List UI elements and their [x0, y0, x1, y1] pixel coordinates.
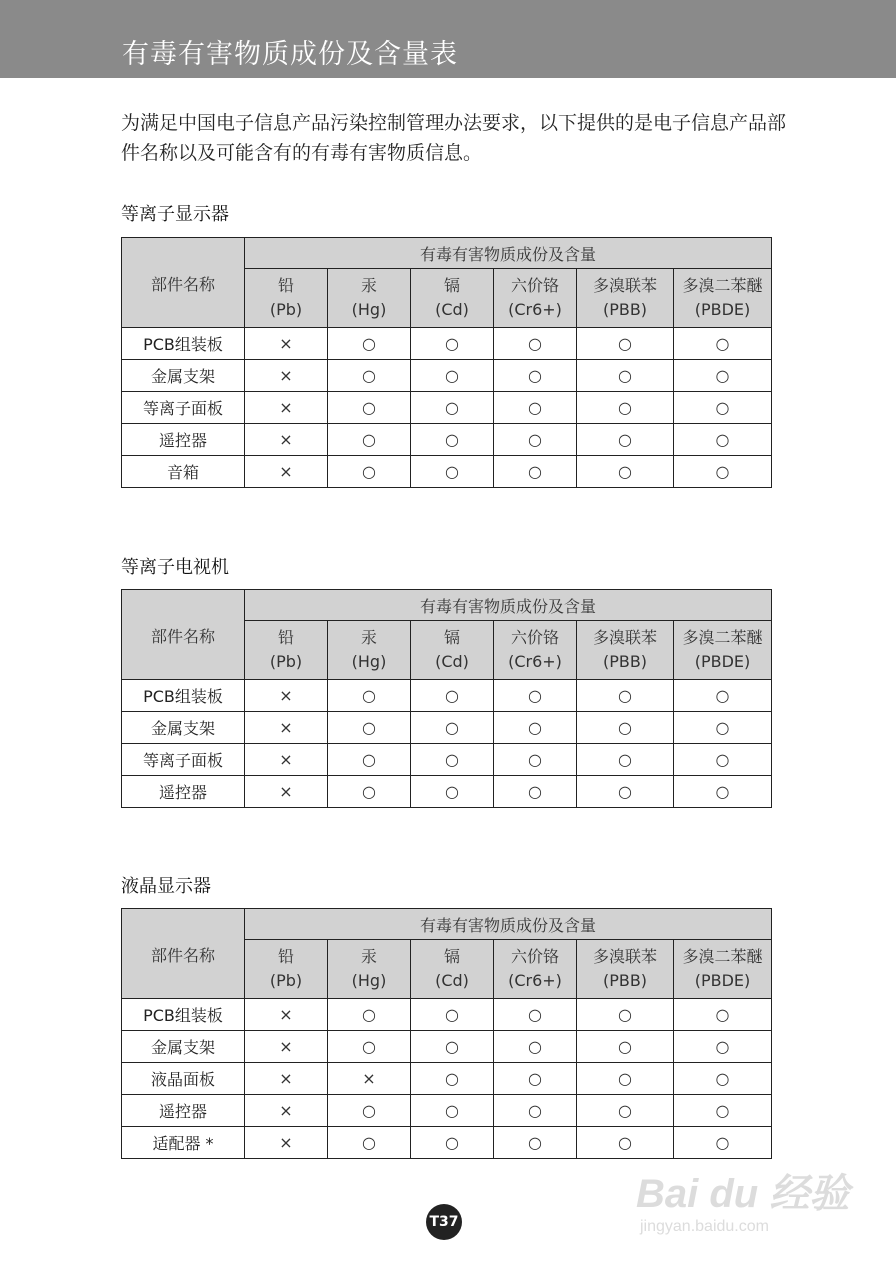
substance-mark: ○	[528, 366, 542, 385]
substance-header	[328, 269, 411, 328]
substance-name: 镉	[443, 276, 460, 295]
substance-mark-cell	[674, 744, 772, 776]
substance-mark: ×	[279, 430, 293, 449]
substance-header	[411, 940, 494, 999]
substance-mark: ×	[279, 1133, 293, 1152]
substance-mark: ○	[445, 718, 459, 737]
section-title: 等离子显示器	[121, 204, 229, 225]
substance-mark: ×	[279, 462, 293, 481]
page-title: 有毒有害物质成份及含量表	[122, 39, 458, 70]
substance-mark-cell	[411, 712, 494, 744]
substance-mark-cell	[674, 1095, 772, 1127]
substance-mark: ○	[362, 366, 376, 385]
substance-mark-cell	[577, 1063, 674, 1095]
substance-group-header: 有毒有害物质成份及含量	[245, 909, 772, 940]
substance-mark: ×	[279, 750, 293, 769]
substance-mark: ×	[279, 718, 293, 737]
substance-mark: ○	[362, 718, 376, 737]
substance-mark: ○	[715, 1005, 730, 1024]
substance-mark-cell	[245, 392, 328, 424]
substance-header	[245, 621, 328, 680]
substance-mark: ○	[445, 462, 459, 481]
substance-mark-cell	[577, 712, 674, 744]
substance-mark: ×	[279, 1037, 293, 1056]
substance-name: 镉	[443, 628, 460, 647]
substance-mark-cell	[245, 680, 328, 712]
substance-mark-cell	[674, 456, 772, 488]
substance-header	[674, 940, 772, 999]
substance-mark: ○	[715, 366, 730, 385]
substance-mark-cell	[577, 456, 674, 488]
substance-group-header: 有毒有害物质成份及含量	[245, 238, 772, 269]
substance-name: 多溴联苯	[592, 947, 657, 966]
substance-mark-cell	[494, 328, 577, 360]
substance-mark-cell	[411, 456, 494, 488]
substance-mark: ○	[445, 1037, 459, 1056]
substance-mark-cell	[674, 1063, 772, 1095]
substance-mark-cell	[494, 744, 577, 776]
substance-name: 六价铬	[510, 276, 559, 295]
table-row	[122, 712, 772, 744]
substance-mark: ○	[528, 1037, 542, 1056]
substance-mark: ○	[362, 398, 376, 417]
substance-mark: ○	[618, 398, 632, 417]
part-name-cell: PCB组装板	[122, 328, 245, 360]
substance-name: 铅	[277, 947, 294, 966]
substance-mark: ○	[618, 1069, 632, 1088]
substance-table	[121, 589, 772, 808]
substance-mark-cell	[494, 680, 577, 712]
substance-mark-cell	[328, 1127, 411, 1159]
substance-mark-cell	[245, 1063, 328, 1095]
substance-mark: ○	[528, 750, 542, 769]
substance-symbol: (Cd)	[435, 971, 469, 990]
substance-header	[577, 621, 674, 680]
table-row	[122, 328, 772, 360]
substance-symbol: (PBDE)	[694, 971, 751, 990]
substance-symbol: (Pb)	[269, 300, 303, 319]
substance-mark: ○	[618, 750, 632, 769]
substance-header	[674, 269, 772, 328]
substance-mark-cell	[674, 360, 772, 392]
substance-mark-cell	[328, 999, 411, 1031]
substance-mark-cell	[674, 776, 772, 808]
substance-mark: ○	[528, 430, 542, 449]
substance-mark: ○	[715, 398, 730, 417]
substance-header	[494, 940, 577, 999]
substance-name: 汞	[360, 276, 377, 295]
substance-mark-cell	[411, 1063, 494, 1095]
baidu-watermark-url: jingyan.baidu.com	[640, 1218, 769, 1235]
substance-symbol: (PBB)	[602, 971, 648, 990]
substance-name: 多溴联苯	[592, 628, 657, 647]
substance-mark-cell	[577, 744, 674, 776]
substance-name: 铅	[277, 628, 294, 647]
substance-mark: ○	[362, 750, 376, 769]
table-row	[122, 1127, 772, 1159]
substance-mark: ○	[362, 462, 376, 481]
part-name-cell: 金属支架	[122, 712, 245, 744]
substance-mark-cell	[328, 392, 411, 424]
substance-mark-cell	[494, 392, 577, 424]
substance-mark-cell	[577, 392, 674, 424]
substance-mark: ○	[528, 1069, 542, 1088]
substance-name: 六价铬	[510, 628, 559, 647]
substance-group-header: 有毒有害物质成份及含量	[245, 590, 772, 621]
substance-mark: ○	[362, 334, 376, 353]
header-bar	[0, 0, 896, 78]
part-name-cell: 遥控器	[122, 424, 245, 456]
substance-header	[577, 269, 674, 328]
substance-name: 多溴二苯醚	[682, 628, 763, 647]
substance-mark-cell	[245, 1127, 328, 1159]
substance-mark: ○	[362, 686, 376, 705]
substance-mark: ○	[715, 1133, 730, 1152]
table-row	[122, 999, 772, 1031]
substance-mark-cell	[674, 1031, 772, 1063]
substance-mark-cell	[494, 712, 577, 744]
substance-header	[494, 621, 577, 680]
substance-header	[328, 940, 411, 999]
substance-mark-cell	[674, 680, 772, 712]
substance-mark-cell	[577, 999, 674, 1031]
part-name-header: 部件名称	[122, 590, 245, 680]
substance-mark-cell	[328, 456, 411, 488]
substance-mark: ○	[445, 334, 459, 353]
substance-mark: ○	[618, 686, 632, 705]
part-name-cell: 音箱	[122, 456, 245, 488]
substance-mark-cell	[674, 999, 772, 1031]
substance-mark-cell	[411, 328, 494, 360]
table-row	[122, 1031, 772, 1063]
substance-symbol: (Cd)	[435, 652, 469, 671]
substance-mark-cell	[245, 456, 328, 488]
substance-mark: ○	[528, 718, 542, 737]
part-name-header: 部件名称	[122, 909, 245, 999]
substance-mark-cell	[494, 776, 577, 808]
substance-mark: ×	[279, 686, 293, 705]
substance-mark: ○	[445, 398, 459, 417]
substance-mark-cell	[494, 360, 577, 392]
substance-header	[411, 621, 494, 680]
substance-mark-cell	[245, 744, 328, 776]
substance-mark: ○	[445, 782, 459, 801]
substance-mark-cell	[577, 1031, 674, 1063]
substance-mark: ○	[528, 1133, 542, 1152]
substance-mark: ○	[528, 462, 542, 481]
substance-mark-cell	[245, 776, 328, 808]
substance-symbol: (PBDE)	[694, 300, 751, 319]
substance-mark-cell	[577, 328, 674, 360]
substance-mark-cell	[245, 424, 328, 456]
substance-symbol: (Hg)	[351, 300, 387, 319]
substance-mark-cell	[577, 776, 674, 808]
substance-header	[674, 621, 772, 680]
substance-mark-cell	[411, 776, 494, 808]
substance-header	[577, 940, 674, 999]
substance-mark-cell	[411, 1095, 494, 1127]
baidu-watermark-logo: Bai du 经验	[636, 1172, 850, 1216]
substance-mark-cell	[328, 1095, 411, 1127]
substance-mark: ○	[528, 686, 542, 705]
substance-mark-cell	[411, 680, 494, 712]
substance-symbol: (PBB)	[602, 652, 648, 671]
substance-header	[494, 269, 577, 328]
substance-mark-cell	[328, 1063, 411, 1095]
part-name-header: 部件名称	[122, 238, 245, 328]
part-name-cell: 液晶面板	[122, 1063, 245, 1095]
substance-mark: ○	[715, 430, 730, 449]
substance-mark: ×	[279, 1101, 293, 1120]
substance-mark: ○	[445, 1069, 459, 1088]
substance-mark-cell	[411, 744, 494, 776]
substance-mark: ×	[279, 398, 293, 417]
substance-mark-cell	[245, 712, 328, 744]
substance-symbol: (Pb)	[269, 971, 303, 990]
part-name-cell: 金属支架	[122, 360, 245, 392]
substance-mark: ×	[279, 1005, 293, 1024]
substance-mark: ○	[362, 1101, 376, 1120]
substance-mark: ○	[362, 1037, 376, 1056]
substance-mark-cell	[674, 392, 772, 424]
table-row	[122, 744, 772, 776]
substance-mark: ○	[618, 366, 632, 385]
substance-mark: ○	[362, 430, 376, 449]
intro-paragraph: 为满足中国电子信息产品污染控制管理办法要求，以下提供的是电子信息产品部件名称以及可能含有的有毒有害物质信息。	[121, 112, 787, 164]
substance-name: 多溴二苯醚	[682, 276, 763, 295]
substance-mark: ○	[528, 1005, 542, 1024]
substance-mark: ○	[618, 718, 632, 737]
substance-mark: ○	[618, 782, 632, 801]
substance-mark-cell	[328, 744, 411, 776]
substance-mark: ○	[715, 718, 730, 737]
substance-mark-cell	[674, 424, 772, 456]
substance-symbol: (Cr6+)	[508, 300, 562, 319]
substance-mark-cell	[577, 360, 674, 392]
substance-mark-cell	[411, 392, 494, 424]
substance-mark: ○	[618, 334, 632, 353]
substance-mark: ○	[528, 334, 542, 353]
part-name-cell: PCB组装板	[122, 680, 245, 712]
table-row	[122, 776, 772, 808]
table-row	[122, 392, 772, 424]
substance-symbol: (Cd)	[435, 300, 469, 319]
section-title: 液晶显示器	[121, 876, 211, 897]
part-name-cell: 等离子面板	[122, 744, 245, 776]
substance-mark: ○	[618, 1037, 632, 1056]
substance-symbol: (PBB)	[602, 300, 648, 319]
substance-mark-cell	[577, 1095, 674, 1127]
substance-mark-cell	[328, 424, 411, 456]
part-name-cell: 遥控器	[122, 1095, 245, 1127]
substance-name: 汞	[360, 628, 377, 647]
substance-mark-cell	[328, 776, 411, 808]
substance-symbol: (Cr6+)	[508, 971, 562, 990]
substance-mark-cell	[245, 1095, 328, 1127]
substance-mark: ○	[715, 686, 730, 705]
table-row	[122, 424, 772, 456]
section-title: 等离子电视机	[121, 557, 229, 578]
substance-mark: ○	[528, 782, 542, 801]
page-number-badge: T37	[426, 1204, 462, 1240]
substance-mark: ○	[715, 1037, 730, 1056]
substance-mark-cell	[328, 360, 411, 392]
substance-name: 多溴二苯醚	[682, 947, 763, 966]
substance-mark-cell	[494, 424, 577, 456]
substance-mark: ○	[362, 1133, 376, 1152]
substance-mark: ○	[715, 750, 730, 769]
table-row	[122, 1095, 772, 1127]
substance-mark: ○	[715, 1069, 730, 1088]
table-row	[122, 680, 772, 712]
substance-symbol: (Hg)	[351, 652, 387, 671]
substance-mark-cell	[674, 328, 772, 360]
substance-mark: ○	[445, 1101, 459, 1120]
substance-mark: ○	[362, 1005, 376, 1024]
substance-mark-cell	[577, 1127, 674, 1159]
substance-mark-cell	[245, 360, 328, 392]
substance-mark-cell	[494, 456, 577, 488]
substance-symbol: (Pb)	[269, 652, 303, 671]
substance-mark-cell	[245, 999, 328, 1031]
substance-header	[328, 621, 411, 680]
substance-mark-cell	[494, 999, 577, 1031]
substance-mark: ○	[528, 398, 542, 417]
substance-mark: ○	[445, 366, 459, 385]
substance-mark: ○	[715, 462, 730, 481]
part-name-cell: 等离子面板	[122, 392, 245, 424]
substance-header	[245, 269, 328, 328]
part-name-cell: PCB组装板	[122, 999, 245, 1031]
substance-mark: ○	[618, 1101, 632, 1120]
substance-symbol: (Hg)	[351, 971, 387, 990]
part-name-cell: 适配器 *	[122, 1127, 245, 1159]
substance-mark: ×	[279, 1069, 293, 1088]
substance-mark: ○	[618, 1005, 632, 1024]
substance-name: 铅	[277, 276, 294, 295]
substance-mark: ○	[715, 334, 730, 353]
substance-mark-cell	[577, 680, 674, 712]
substance-mark: ○	[445, 1133, 459, 1152]
substance-mark-cell	[328, 1031, 411, 1063]
substance-mark: ○	[445, 686, 459, 705]
substance-mark: ○	[618, 430, 632, 449]
substance-mark-cell	[328, 712, 411, 744]
substance-mark-cell	[328, 680, 411, 712]
substance-mark-cell	[245, 328, 328, 360]
substance-name: 六价铬	[510, 947, 559, 966]
substance-mark: ○	[528, 1101, 542, 1120]
substance-mark: ×	[279, 366, 293, 385]
substance-mark-cell	[328, 328, 411, 360]
substance-table	[121, 908, 772, 1159]
substance-mark-cell	[411, 424, 494, 456]
substance-mark-cell	[494, 1031, 577, 1063]
substance-name: 汞	[360, 947, 377, 966]
substance-mark: ○	[715, 1101, 730, 1120]
substance-mark: ○	[445, 1005, 459, 1024]
substance-name: 多溴联苯	[592, 276, 657, 295]
substance-mark-cell	[494, 1095, 577, 1127]
substance-mark: ○	[445, 750, 459, 769]
substance-mark: ○	[618, 1133, 632, 1152]
substance-mark-cell	[494, 1127, 577, 1159]
substance-mark-cell	[674, 712, 772, 744]
table-row	[122, 456, 772, 488]
part-name-cell: 遥控器	[122, 776, 245, 808]
table-row	[122, 360, 772, 392]
part-name-cell: 金属支架	[122, 1031, 245, 1063]
substance-header	[245, 940, 328, 999]
substance-mark: ○	[618, 462, 632, 481]
substance-mark-cell	[411, 360, 494, 392]
substance-mark-cell	[411, 999, 494, 1031]
substance-mark-cell	[411, 1031, 494, 1063]
table-row	[122, 1063, 772, 1095]
substance-mark-cell	[577, 424, 674, 456]
substance-header	[411, 269, 494, 328]
substance-mark: ×	[279, 782, 293, 801]
substance-mark: ×	[362, 1069, 376, 1088]
substance-mark-cell	[674, 1127, 772, 1159]
substance-mark: ○	[445, 430, 459, 449]
substance-symbol: (Cr6+)	[508, 652, 562, 671]
substance-table	[121, 237, 772, 488]
substance-mark: ×	[279, 334, 293, 353]
substance-mark: ○	[715, 782, 730, 801]
substance-symbol: (PBDE)	[694, 652, 751, 671]
substance-mark-cell	[494, 1063, 577, 1095]
substance-mark-cell	[411, 1127, 494, 1159]
substance-mark: ○	[362, 782, 376, 801]
substance-name: 镉	[443, 947, 460, 966]
substance-mark-cell	[245, 1031, 328, 1063]
